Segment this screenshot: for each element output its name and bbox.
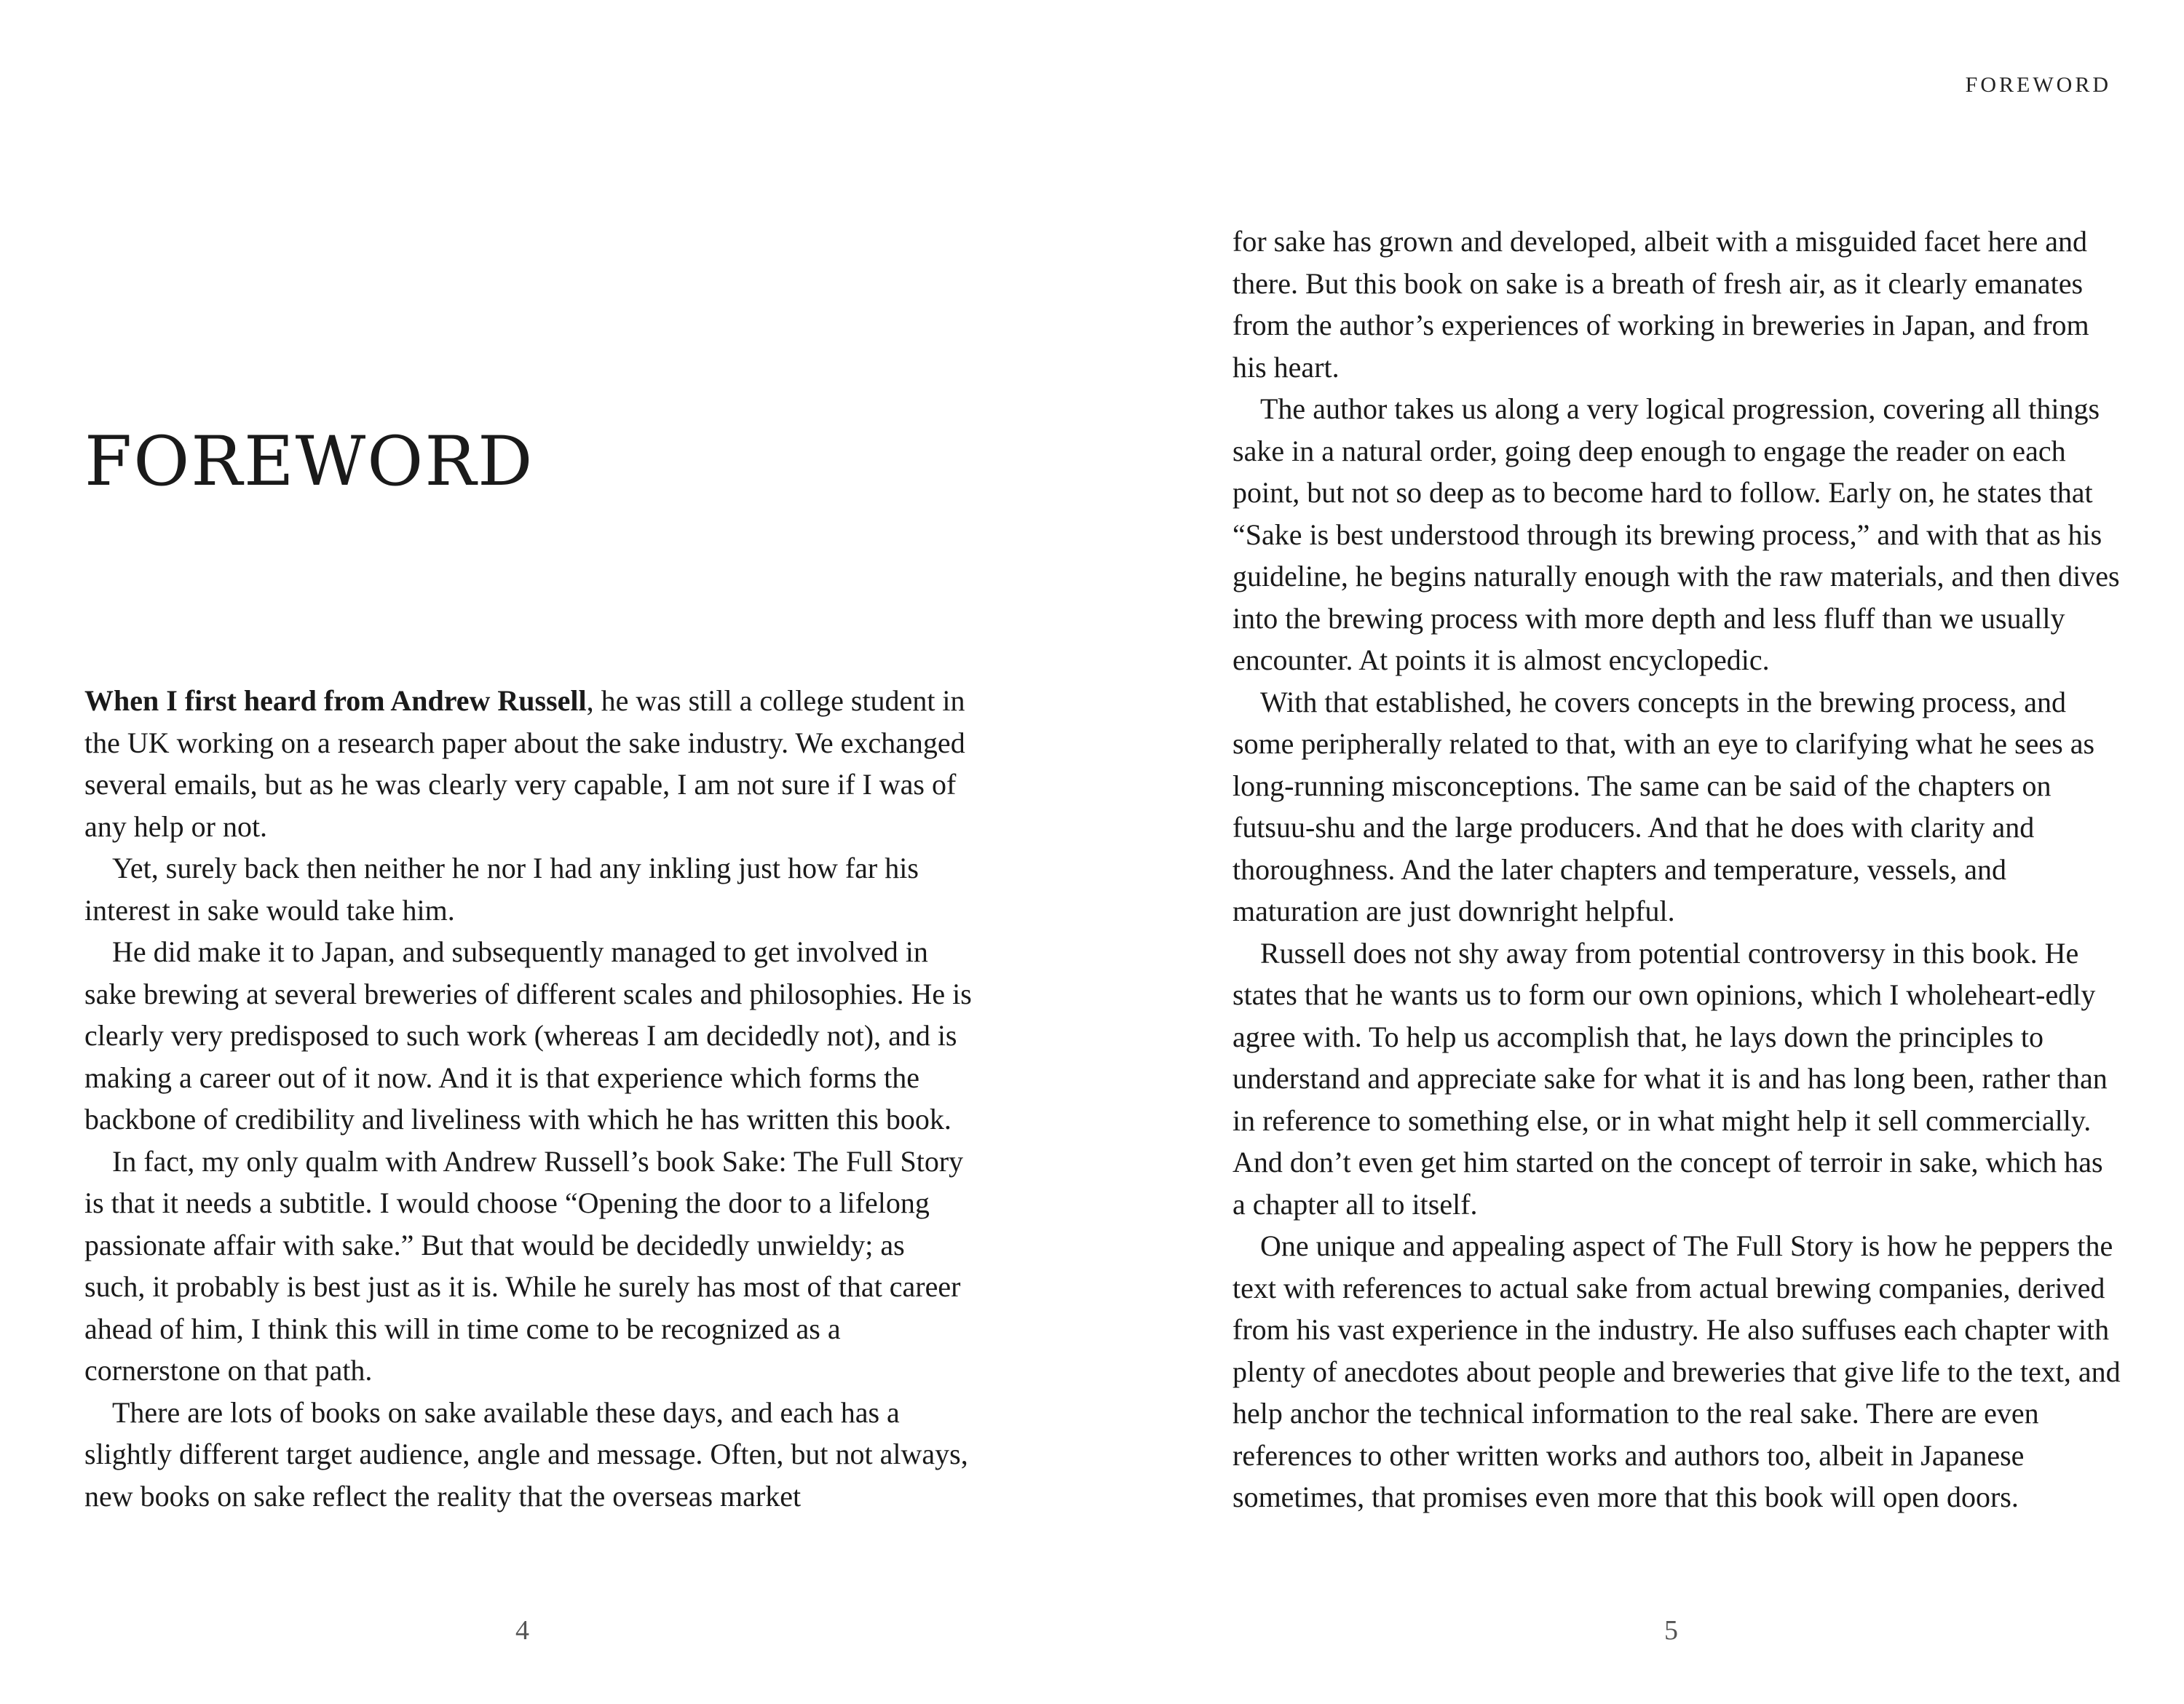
paragraph-5: There are lots of books on sake available these days, and each has a slightly different target audience, angle and message. Often, but not always, new books on sake reflect the reality that the overseas market — [84, 1395, 968, 1513]
paragraph-8: With that established, he covers concepts in the brewing process, and some peripherally related to that, with an eye to clarifying what he sees as long-running misconceptions. The same can be said of the chapters on futsuu-shu and the large producers. And that he does with clarity and thoroughness. And the later chapters and temperature, vessels, and maturation are just downright helpful. — [1233, 685, 2095, 927]
paragraph-2: Yet, surely back then neither he nor I had any inkling just how far his interest in sake would take him. — [84, 852, 919, 927]
paragraph-7: The author takes us along a very logical progression, covering all things sake in a natural order, going deep enough to engage the reader on each point, but not so deep as to become hard to follow. Early on, he states that “Sake is best understood through its brewing process,” and with that as his guideline, he begins naturally enough with the raw materials, and then dives into the brewing process with more depth and less fluff than we usually encounter. At points it is almost encyclopedic. — [1233, 392, 2120, 676]
left-page-body — [84, 680, 973, 1517]
chapter-title: FOREWORD — [84, 422, 534, 502]
paragraph-4: In fact, my only qualm with Andrew Russell’s book Sake: The Full Story is that it needs a subtitle. I would choose “Opening the door to a lifelong passionate affair with sake.” But that would be decidedly unwieldy; as such, it probably is best just as it is. While he surely has most of that career ahead of him, I think this will in time come to be recognized as a cornerstone on that path. — [84, 1144, 964, 1387]
lead-phrase: When I first heard from Andrew Russell — [84, 684, 587, 717]
right-page — [1092, 0, 2184, 1704]
paragraph-9: Russell does not shy away from potential controversy in this book. He states that he wants us to form our own opinions, which I wholeheart-edly agree with. To help us accomplish that, he lays down the principles to understand and appreciate sake for what it is and has long been, rather than in reference to something else, or in what might help it sell commercially. And don’t even get him started on the concept of terroir in sake, which has a chapter all to itself. — [1233, 936, 2108, 1221]
paragraph-3: He did make it to Japan, and subsequently managed to get involved in sake brewing at several breweries of different scales and philosophies. He is clearly very predisposed to such work (whereas I am decidedly not), and is making a career out of it now. And it is that experience which forms the backbone of credibility and liveliness with which he has written this book. — [84, 935, 972, 1136]
page-number-left: 4 — [515, 1615, 529, 1646]
paragraph-10: One unique and appealing aspect of The Full Story is how he peppers the text with references to actual sake from actual brewing companies, derived from his vast experience in the industry. He also suffuses each chapter with plenty of anecdotes about people and breweries that give life to the text, and help anchor the technical information to the real sake. There are even references to other written works and authors too, albeit in Japanese sometimes, that promises even more that this book will open doors. — [1233, 1229, 2121, 1513]
running-head: FOREWORD — [1965, 73, 2111, 97]
paragraph-6: for sake has grown and developed, albeit with a misguided facet here and there. But this book on sake is a breath of fresh air, as it clearly emanates from the author’s experiences of working in breweries in Japan, and from his heart. — [1233, 225, 2089, 384]
paragraph-1-text: , he was still a college student in the UK working on a research paper about the sake industry. We exchanged several emails, but as he was clearly very capable, I am not sure if I was of any help or not. — [84, 684, 965, 843]
right-page-body — [1233, 221, 2121, 1518]
page-number-right: 5 — [1664, 1615, 1678, 1646]
paragraph-1 — [84, 680, 973, 847]
